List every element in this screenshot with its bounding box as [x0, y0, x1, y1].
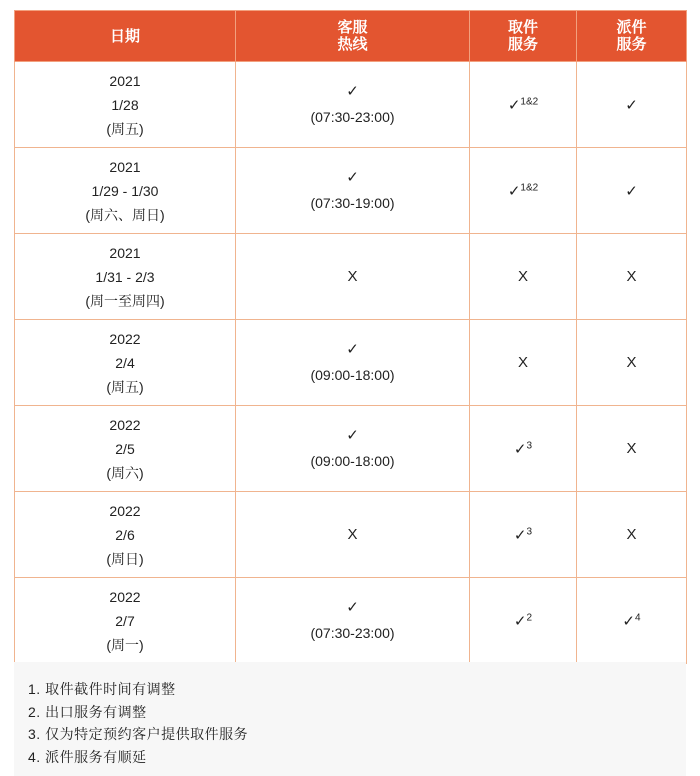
delivery-status: ✓	[622, 612, 635, 630]
hotline-status: ✓	[346, 598, 359, 616]
date-cell	[15, 320, 236, 406]
pickup-status: ✓	[513, 440, 527, 458]
delivery-status: X	[626, 354, 637, 371]
hotline-status: ✓	[346, 168, 359, 186]
date-cell	[15, 62, 236, 148]
date-year: 2021	[109, 244, 141, 261]
date-year: 2021	[109, 72, 141, 89]
hotline-cell	[236, 234, 470, 320]
date-year: 2022	[109, 588, 141, 605]
header-pickup-line1: 取件	[507, 19, 538, 36]
footnote: 1. 取件截件时间有调整	[28, 681, 176, 697]
date-range: 1/31 - 2/3	[95, 268, 155, 285]
date-range: 2/4	[115, 354, 135, 371]
table-row	[15, 234, 687, 320]
date-cell	[15, 406, 236, 492]
pickup-cell	[470, 234, 577, 320]
pickup-status: ✓	[513, 612, 527, 630]
pickup-status: X	[517, 354, 528, 371]
delivery-cell	[577, 578, 687, 664]
delivery-status: X	[626, 526, 637, 543]
delivery-cell	[577, 62, 687, 148]
header-date	[15, 11, 236, 62]
pickup-cell	[470, 492, 577, 578]
pickup-footnote-ref: 1&2	[520, 181, 539, 193]
holiday-service-table	[14, 10, 687, 664]
footnote: 2. 出口服务有调整	[28, 703, 147, 720]
date-weekday: (周一)	[106, 636, 144, 653]
date-weekday: (周五)	[106, 378, 144, 395]
date-weekday: (周一至周四)	[85, 292, 165, 309]
hotline-cell	[236, 320, 470, 406]
header-delivery	[577, 11, 687, 62]
date-range: 2/5	[115, 440, 135, 457]
delivery-status: X	[626, 268, 637, 285]
footnote: 3. 仅为特定预约客户提供取件服务	[28, 726, 249, 742]
hotline-hours: (09:00-18:00)	[310, 366, 395, 383]
hotline-hours: (07:30-19:00)	[310, 194, 395, 211]
hotline-hours: (09:00-18:00)	[310, 452, 395, 469]
pickup-footnote-ref: 1&2	[520, 95, 539, 107]
hotline-cell	[236, 148, 470, 234]
pickup-cell	[470, 406, 577, 492]
hotline-hours: (07:30-23:00)	[310, 108, 395, 125]
header-hotline	[236, 11, 470, 62]
pickup-status: ✓	[507, 96, 521, 114]
hotline-status: X	[347, 267, 358, 285]
delivery-cell	[577, 234, 687, 320]
delivery-cell	[577, 148, 687, 234]
hotline-cell	[236, 578, 470, 664]
hotline-status: X	[347, 525, 358, 543]
delivery-status: ✓	[625, 182, 638, 200]
hotline-cell	[236, 406, 470, 492]
table-row	[15, 320, 687, 406]
hotline-cell	[236, 492, 470, 578]
table-row	[15, 62, 687, 148]
date-weekday: (周六)	[106, 464, 144, 481]
hotline-status: ✓	[346, 426, 359, 444]
pickup-status: X	[517, 268, 528, 285]
date-cell	[15, 148, 236, 234]
delivery-cell	[577, 320, 687, 406]
table-header-row	[15, 11, 687, 62]
date-range: 1/28	[111, 96, 139, 113]
date-year: 2021	[109, 158, 141, 175]
date-cell	[15, 578, 236, 664]
header-hotline-line2: 热线	[337, 36, 368, 53]
pickup-status: ✓	[513, 526, 527, 544]
date-range: 2/7	[115, 612, 135, 629]
table-row	[15, 492, 687, 578]
header-hotline-line1: 客服	[337, 19, 368, 36]
date-year: 2022	[109, 330, 141, 347]
date-range: 2/6	[115, 526, 135, 543]
hotline-status: ✓	[346, 82, 359, 100]
delivery-footnote-ref: 4	[635, 611, 641, 623]
date-weekday: (周六、周日)	[85, 206, 165, 223]
pickup-footnote-ref: 3	[526, 525, 533, 537]
footnote: 4. 派件服务有顺延	[28, 748, 147, 765]
header-date-label: 日期	[109, 27, 140, 45]
table-row	[15, 578, 687, 664]
pickup-cell	[470, 320, 577, 406]
hotline-status: ✓	[346, 340, 359, 358]
hotline-cell	[236, 62, 470, 148]
date-cell	[15, 234, 236, 320]
delivery-status: ✓	[625, 96, 638, 114]
pickup-cell	[470, 148, 577, 234]
header-pickup-line2: 服务	[507, 36, 538, 53]
pickup-footnote-ref: 2	[526, 611, 533, 623]
table-row	[15, 406, 687, 492]
delivery-status: X	[626, 440, 637, 457]
header-delivery-line1: 派件	[616, 19, 647, 36]
date-weekday: (周日)	[106, 550, 144, 567]
delivery-cell	[577, 492, 687, 578]
pickup-status: ✓	[507, 182, 521, 200]
pickup-cell	[470, 62, 577, 148]
pickup-cell	[470, 578, 577, 664]
hotline-hours: (07:30-23:00)	[310, 624, 395, 641]
pickup-footnote-ref: 3	[526, 439, 533, 451]
date-cell	[15, 492, 236, 578]
table-row	[15, 148, 687, 234]
footnotes-panel	[14, 662, 686, 776]
header-pickup	[470, 11, 577, 62]
delivery-cell	[577, 406, 687, 492]
header-delivery-line2: 服务	[616, 36, 647, 53]
date-weekday: (周五)	[106, 120, 144, 137]
date-year: 2022	[109, 502, 141, 519]
date-year: 2022	[109, 416, 141, 433]
date-range: 1/29 - 1/30	[91, 182, 159, 199]
